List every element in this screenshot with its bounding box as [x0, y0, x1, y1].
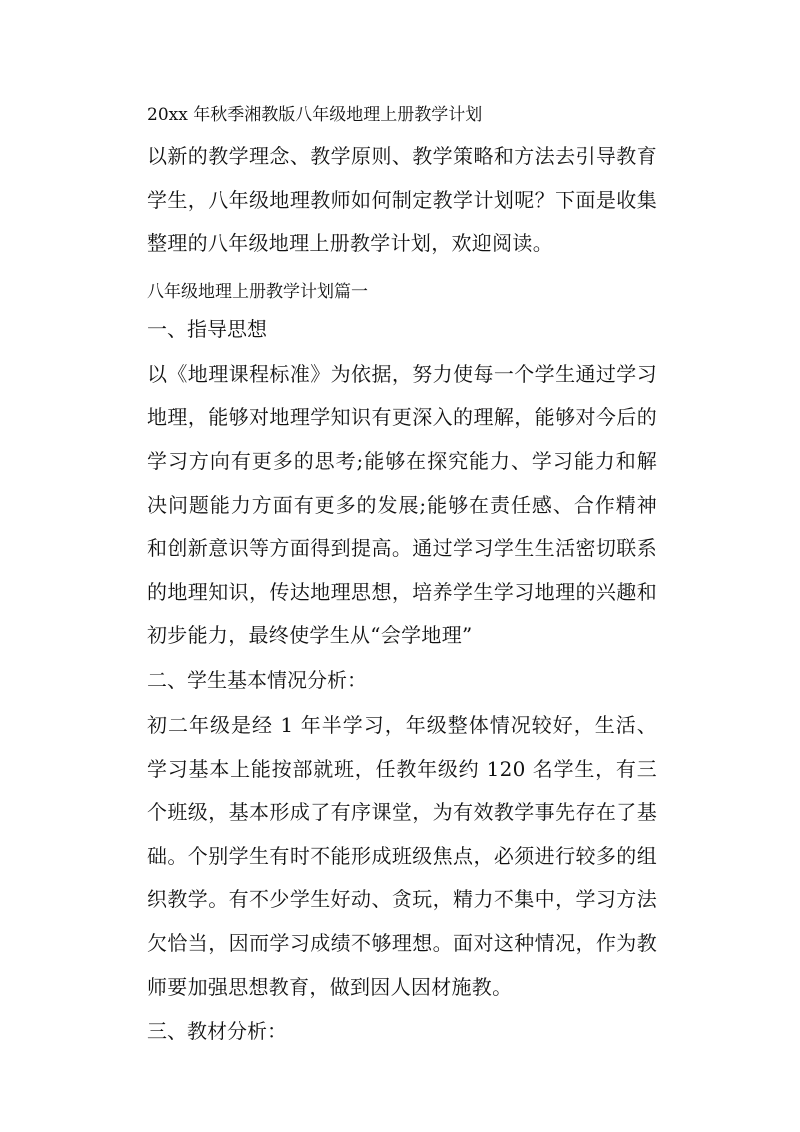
document-content: [147, 103, 657, 1055]
section-heading-student-analysis: 二、学生基本情况分析：: [147, 667, 367, 692]
section-heading-guiding-ideology: 一、指导思想: [147, 316, 267, 341]
intro-paragraph: 以新的教学理念、教学原则、教学策略和方法去引导教育学生，八年级地理教师如何制定教学计划呢？下面是收集整理的八年级地理上册教学计划，欢迎阅读。: [147, 144, 657, 256]
section-heading-textbook-analysis: 三、教材分析：: [147, 1019, 287, 1044]
section-body-student-analysis: 初二年级是经 1 年半学习，年级整体情况较好，生活、学习基本上能按部就班，任教年级约 120 名学生，有三个班级，基本形成了有序课堂，为有效教学事先存在了基础。个别学生有时不能形成班级焦点，必须进行较多的组织教学。有不少学生好动、贪玩，精力不集中，学习方法欠恰当，因而学习成绩不够理想。面对这种情况，作为教师要加强思想教育，做到因人因材施教。: [147, 712, 657, 999]
section-body-guiding-ideology: 以《地理课程标准》为依据，努力使每一个学生通过学习地理，能够对地理学知识有更深入的理解，能够对今后的学习方向有更多的思考;能够在探究能力、学习能力和解决问题能力方面有更多的发展;能够在责任感、合作精神和创新意识等方面得到提高。通过学习学生生活密切联系的地理知识，传达地理思想，培养学生学习地理的兴趣和初步能力，最终使学生从“会学地理”: [147, 361, 657, 648]
chapter-heading: 八年级地理上册教学计划篇一: [147, 281, 368, 302]
document-title: 20xx 年秋季湘教版八年级地理上册教学计划: [147, 105, 483, 125]
